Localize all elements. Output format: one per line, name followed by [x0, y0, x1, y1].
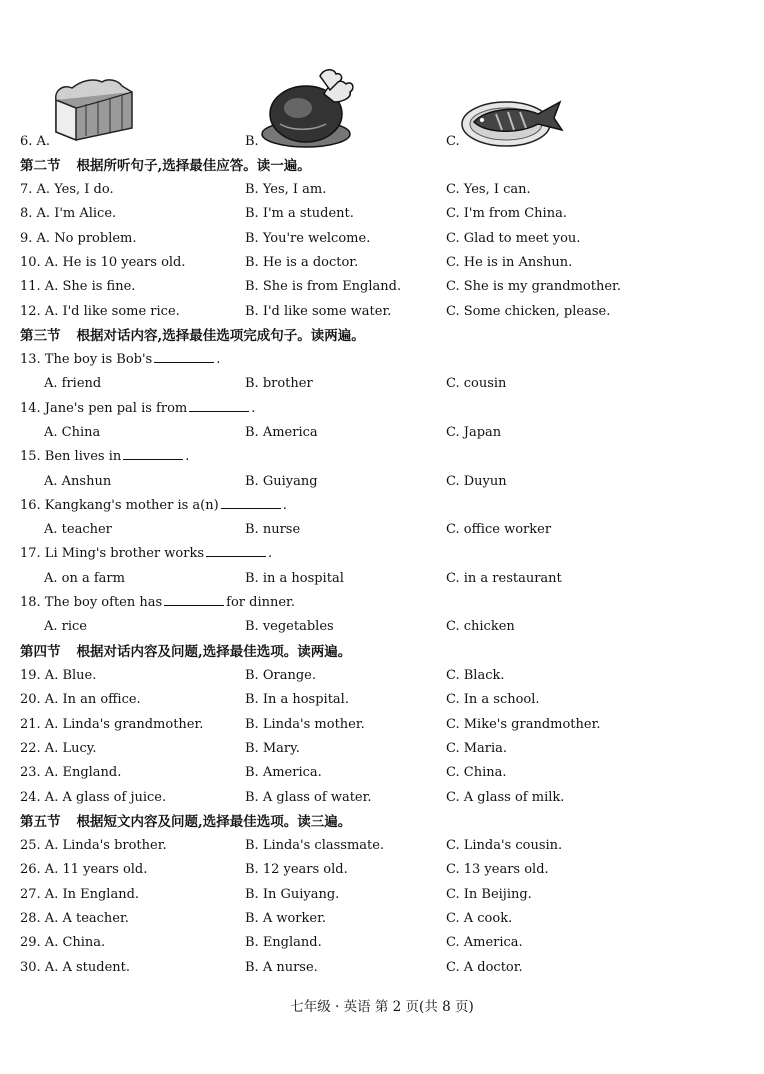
options-row	[0, 372, 764, 396]
option-a: 12. A. I'd like some rice.	[20, 303, 180, 319]
option-c: C. 13 years old.	[446, 862, 549, 878]
option-b: B. Mary.	[245, 740, 300, 756]
option-a: 27. A. In England.	[20, 886, 140, 902]
question-stem	[20, 494, 287, 518]
question-row	[0, 956, 764, 980]
option-a: A. rice	[44, 619, 87, 635]
option-a: 21. A. Linda's grandmother.	[20, 716, 204, 732]
stem-end: .	[282, 497, 287, 513]
option-a: A. on a farm	[44, 570, 125, 586]
question-stem-row	[0, 591, 764, 615]
option-c: C. A doctor.	[446, 959, 523, 975]
option-c: C. Maria.	[446, 740, 508, 756]
option-b: B. He is a doctor.	[245, 254, 359, 270]
section-4-heading	[20, 640, 351, 664]
option-a: 30. A. A student.	[20, 959, 130, 975]
option-a: 6. A.	[20, 134, 51, 149]
question-6-row	[0, 130, 764, 154]
answer-blank	[164, 593, 224, 606]
stem-text: 14. Jane's pen pal is from	[20, 400, 188, 416]
option-a: A. teacher	[44, 522, 112, 538]
option-b: B. I'd like some water.	[245, 303, 392, 319]
option-a: A. friend	[44, 376, 102, 392]
question-row	[0, 275, 764, 299]
question-row	[0, 227, 764, 251]
option-c: C. She is my grandmother.	[446, 279, 621, 295]
section-instruction: 根据所听句子,选择最佳应答。读一遍。	[76, 158, 311, 174]
question-row	[0, 737, 764, 761]
option-a: 10. A. He is 10 years old.	[20, 254, 186, 270]
question-stem	[20, 445, 189, 469]
option-c: C. in a restaurant	[446, 570, 562, 586]
stem-end: .	[251, 400, 256, 416]
question-stem-row	[0, 542, 764, 566]
option-a: 20. A. In an office.	[20, 692, 141, 708]
section-label: 第二节	[20, 158, 61, 174]
question-row	[0, 251, 764, 275]
option-a: 25. A. Linda's brother.	[20, 838, 167, 853]
option-b: B. Linda's classmate.	[245, 838, 385, 853]
answer-blank	[221, 496, 281, 509]
question-stem	[20, 348, 220, 372]
question-row	[0, 883, 764, 907]
option-a: 19. A. Blue.	[20, 668, 97, 683]
question-row	[0, 202, 764, 226]
options-row	[0, 615, 764, 639]
option-a: 23. A. England.	[20, 765, 122, 781]
section-label: 第四节	[20, 644, 61, 660]
option-c: C. Japan	[446, 424, 502, 440]
option-b: B. vegetables	[245, 619, 334, 635]
option-c: C. chicken	[446, 619, 515, 635]
option-c: C. A glass of milk.	[446, 789, 565, 805]
question-stem	[20, 542, 272, 566]
answer-blank	[154, 350, 214, 363]
option-b: B. Yes, I am.	[245, 182, 327, 197]
stem-text: 18. The boy often has	[20, 595, 163, 610]
option-b: B. You're welcome.	[245, 230, 371, 246]
stem-end: .	[268, 546, 273, 562]
option-c: C. America.	[446, 935, 523, 951]
option-b: B. A glass of water.	[245, 789, 372, 805]
option-b: B. She is from England.	[245, 279, 402, 295]
option-a: A. Anshun	[44, 473, 112, 489]
question-row	[0, 688, 764, 712]
answer-blank	[123, 447, 183, 460]
option-a: 11. A. She is fine.	[20, 279, 136, 295]
question-row	[0, 858, 764, 882]
option-c: C. Yes, I can.	[446, 182, 531, 197]
section-3-heading	[20, 324, 365, 348]
question-row	[0, 931, 764, 955]
stem-end: .	[185, 449, 190, 465]
option-b: B. Orange.	[245, 668, 316, 683]
option-c: C. A cook.	[446, 910, 513, 926]
option-b: B. Linda's mother.	[245, 716, 365, 732]
question-stem-row	[0, 348, 764, 372]
section-instruction: 根据对话内容,选择最佳选项完成句子。读两遍。	[76, 328, 365, 344]
question-stem-row	[0, 397, 764, 421]
option-c: C. Linda's cousin.	[446, 838, 563, 853]
option-c: C. China.	[446, 765, 507, 781]
option-c: C. I'm from China.	[446, 206, 567, 222]
option-c: C. Mike's grandmother.	[446, 716, 601, 732]
option-c: C. cousin	[446, 376, 507, 392]
option-c: C. He is in Anshun.	[446, 254, 573, 270]
option-a: 28. A. A teacher.	[20, 910, 129, 926]
option-c: C. Some chicken, please.	[446, 303, 611, 319]
option-c: C. office worker	[446, 522, 552, 538]
option-b: B. In a hospital.	[245, 692, 349, 708]
option-c: C. Duyun	[446, 473, 507, 489]
option-c: C. In Beijing.	[446, 886, 532, 902]
option-b: B. England.	[245, 935, 322, 951]
option-a: 24. A. A glass of juice.	[20, 789, 167, 805]
question-row	[0, 713, 764, 737]
page-footer: 七年级 · 英语 第 2 页(共 8 页)	[290, 999, 474, 1015]
stem-text: 15. Ben lives in	[20, 449, 122, 465]
question-stem-row	[0, 445, 764, 469]
option-a: 9. A. No problem.	[20, 230, 137, 246]
option-b: B. A nurse.	[245, 959, 318, 975]
option-a: 7. A. Yes, I do.	[20, 182, 114, 197]
stem-text: 16. Kangkang's mother is a(n)	[20, 497, 219, 513]
option-b: B. In Guiyang.	[245, 886, 340, 902]
stem-end: for dinner.	[226, 595, 295, 610]
option-b: B. America.	[245, 765, 322, 781]
options-row	[0, 518, 764, 542]
question-row	[0, 834, 764, 858]
option-b: B. A worker.	[245, 910, 326, 926]
question-row	[0, 761, 764, 785]
option-a: 26. A. 11 years old.	[20, 862, 148, 878]
stem-text: 13. The boy is Bob's	[20, 352, 153, 367]
question-stem-row	[0, 494, 764, 518]
question-row	[0, 300, 764, 324]
question-row	[0, 907, 764, 931]
option-c: C.	[446, 134, 460, 149]
option-b: B. in a hospital	[245, 570, 344, 586]
option-c: C. Glad to meet you.	[446, 230, 581, 246]
section-instruction: 根据对话内容及问题,选择最佳选项。读两遍。	[76, 644, 352, 660]
option-b: B. America	[245, 424, 318, 440]
options-row	[0, 567, 764, 591]
section-2-heading	[20, 154, 311, 178]
options-row	[0, 421, 764, 445]
option-b: B. brother	[245, 376, 313, 392]
stem-text: 17. Li Ming's brother works	[20, 546, 204, 562]
question-row	[0, 178, 764, 202]
section-label: 第三节	[20, 328, 61, 344]
option-a: 8. A. I'm Alice.	[20, 206, 117, 222]
option-a: 29. A. China.	[20, 935, 106, 951]
answer-blank	[189, 399, 249, 412]
question-stem	[20, 591, 295, 615]
question-stem	[20, 397, 255, 421]
option-b: B. I'm a student.	[245, 206, 354, 222]
option-a: 22. A. Lucy.	[20, 740, 97, 756]
option-b: B. Guiyang	[245, 473, 318, 489]
option-b: B. nurse	[245, 522, 301, 538]
section-5-heading	[20, 810, 351, 834]
option-a: A. China	[44, 424, 101, 440]
stem-end: .	[216, 352, 221, 367]
option-c: C. Black.	[446, 668, 505, 683]
option-c: C. In a school.	[446, 692, 540, 708]
section-label: 第五节	[20, 814, 61, 830]
section-instruction: 根据短文内容及问题,选择最佳选项。读三遍。	[76, 814, 352, 830]
option-b: B.	[245, 134, 259, 149]
question-row	[0, 664, 764, 688]
option-b: B. 12 years old.	[245, 862, 348, 878]
options-row	[0, 470, 764, 494]
question-row	[0, 786, 764, 810]
answer-blank	[206, 544, 266, 557]
